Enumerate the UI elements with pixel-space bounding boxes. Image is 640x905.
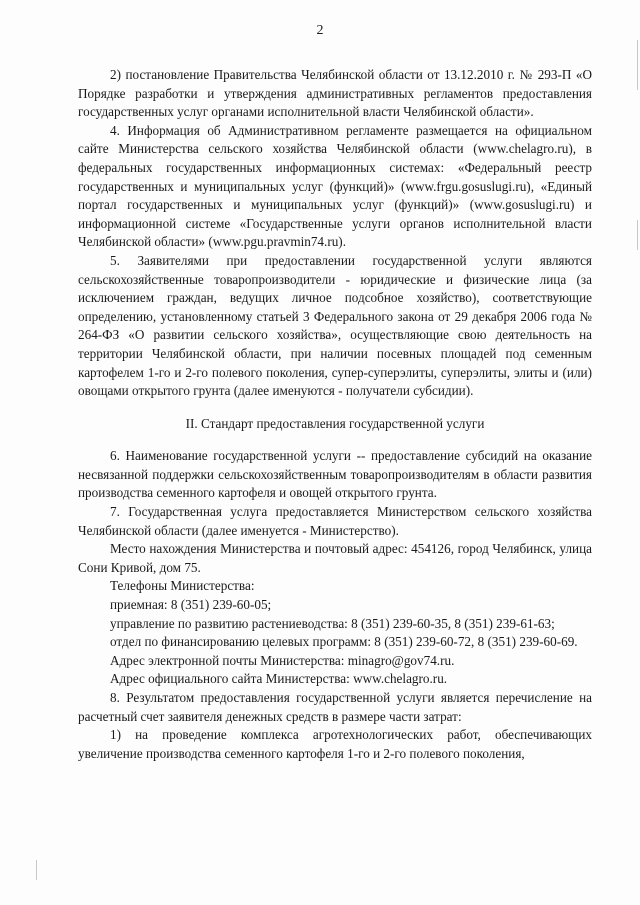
scan-edge-mark (36, 860, 37, 880)
paragraph: 4. Информация об Административном регламенте размещается на официальном сайте Министерства сельского хозяйства Челябинской области (www.chelagro.ru), в федеральных государственных информационных системах: «Федеральный реестр государственных и муниципальных услуг (функций)» (www.frgu.gosuslugi.ru), «Единый портал государственных и муниципальных услуг (функций)» (www.gosuslugi.ru) и информационной системе «Государственные услуги органов исполнительной власти Челябинской области» (www.pgu.pravmin74.ru). (78, 122, 592, 250)
paragraph: 5. Заявителями при предоставлении государственной услуги являются сельскохозяйственные товаропроизводители - юридические и физические лица (за исключением граждан, ведущих личное подсобное хозяйство), соответствующие определению, установленному статьей 3 Федерального закона от 29 декабря 2006 года № 264-ФЗ «О развитии сельского хозяйства», осуществляющие свою деятельность на территории Челябинской области, при наличии посевных площадей под семенным картофелем 1-го и 2-го полевого поколения, супер-суперэлиты, суперэлиты, элиты и (или) овощами открытого грунта (далее именуются - получатели субсидии). (78, 252, 592, 399)
paragraph: приемная: 8 (351) 239-60-05; (110, 597, 272, 613)
section-title: II. Стандарт предоставления государственной услуги (185, 415, 485, 431)
email-paragraph: Адрес электронной почты Министерства: minagro@gov74.ru. (110, 652, 455, 668)
paragraph: управление по развитию растениеводства: 8 (351) 239-60-35, 8 (351) 239-61-63; (110, 615, 555, 631)
paragraph: 6. Наименование государственной услуги -- предоставление субсидий на оказание несвязанной поддержки сельскохозяйственным товаропроизводителям в области развития производства семенного картофеля и овощей открытого грунта. (78, 448, 592, 501)
paragraph: 1) на проведение комплекса агротехнологических работ, обеспечивающих увеличение производства семенного картофеля 1-го и 2-го полевого поколения, (78, 727, 592, 761)
paragraph: 2) постановление Правительства Челябинской области от 13.12.2010 г. № 293-П «О Порядке разработки и утверждения административных регламентов предоставления государственных услуг органами исполнительной власти Челябинской области». (78, 67, 592, 120)
page-number: 2 (316, 23, 324, 38)
paragraph: 7. Государственная услуга предоставляется Министерством сельского хозяйства Челябинской области (далее именуется - Министерство). (78, 504, 592, 538)
document-body (78, 66, 592, 763)
paragraph: отдел по финансированию целевых программ: 8 (351) 239-60-72, 8 (351) 239-60-69. (110, 634, 578, 650)
website-paragraph: Адрес официального сайта Министерства: www.chelagro.ru. (110, 671, 448, 687)
scan-edge-mark (637, 220, 638, 250)
paragraph: Телефоны Министерства: (110, 578, 255, 594)
scan-edge-mark (637, 40, 638, 90)
paragraph: 8. Результатом предоставления государственной услуги является перечисление на расчетный счет заявителя денежных средств в размере части затрат: (78, 690, 592, 724)
paragraph: Место нахождения Министерства и почтовый адрес: 454126, город Челябинск, улица Сони Кривой, дом 75. (78, 541, 592, 575)
